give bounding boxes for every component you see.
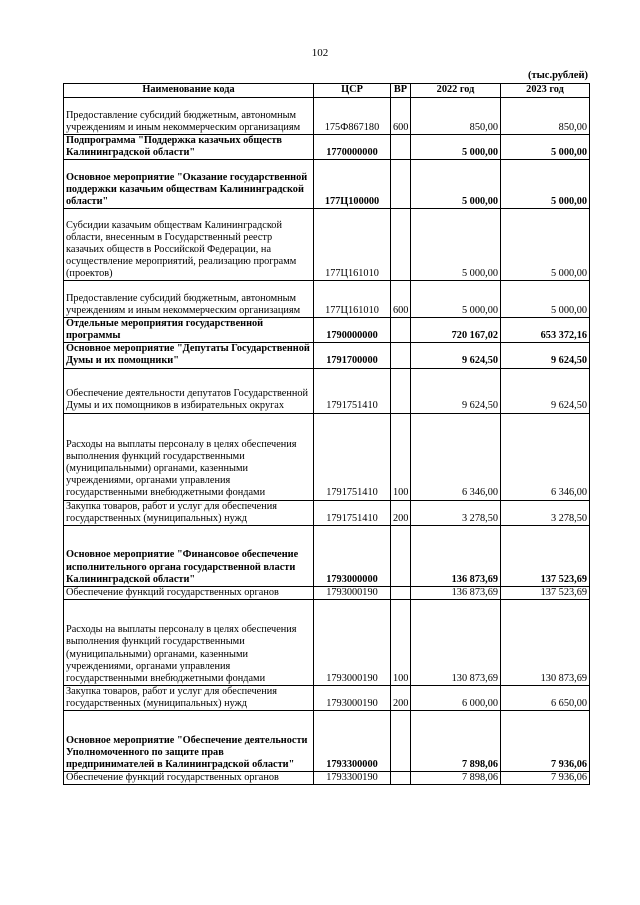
row-2022: 720 167,02 xyxy=(411,318,501,343)
header-2022: 2022 год xyxy=(411,84,501,98)
row-vr xyxy=(391,368,411,413)
table-row xyxy=(64,413,590,500)
row-2023: 5 000,00 xyxy=(501,135,590,160)
budget-table xyxy=(63,83,590,785)
row-2022: 3 278,50 xyxy=(411,500,501,525)
row-2022: 5 000,00 xyxy=(411,160,501,209)
row-2023: 3 278,50 xyxy=(501,500,590,525)
table-row xyxy=(64,318,590,343)
row-csr: 1793300190 xyxy=(314,772,391,785)
row-csr: 1791751410 xyxy=(314,368,391,413)
row-2023: 9 624,50 xyxy=(501,368,590,413)
row-name: Предоставление субсидий бюджетным, автономным учреждениям и иным некоммерческим организациям xyxy=(64,281,314,318)
row-csr: 1791751410 xyxy=(314,500,391,525)
row-vr xyxy=(391,525,411,586)
header-2023: 2023 год xyxy=(501,84,590,98)
row-name: Подпрограмма "Поддержка казачьих обществ Калининградской области" xyxy=(64,135,314,160)
row-vr xyxy=(391,209,411,281)
row-2022: 9 624,50 xyxy=(411,368,501,413)
row-name: Обеспечение функций государственных органов xyxy=(64,772,314,785)
row-name: Обеспечение деятельности депутатов Государственной Думы и их помощников в избирательных округах xyxy=(64,368,314,413)
row-name: Отдельные мероприятия государственной программы xyxy=(64,318,314,343)
page-number: 102 xyxy=(311,47,329,59)
table-row xyxy=(64,281,590,318)
row-name: Основное мероприятие "Депутаты Государственной Думы и их помощники" xyxy=(64,343,314,368)
row-2023: 653 372,16 xyxy=(501,318,590,343)
row-vr: 100 xyxy=(391,599,411,685)
row-csr: 1791751410 xyxy=(314,413,391,500)
row-vr xyxy=(391,135,411,160)
row-2022: 6 000,00 xyxy=(411,685,501,710)
row-name: Закупка товаров, работ и услуг для обеспечения государственных (муниципальных) нужд xyxy=(64,500,314,525)
row-vr: 600 xyxy=(391,281,411,318)
table-row xyxy=(64,135,590,160)
row-csr: 175Ф867180 xyxy=(314,98,391,135)
row-csr: 1793000190 xyxy=(314,599,391,685)
header-name: Наименование кода xyxy=(64,84,314,98)
row-2023: 9 624,50 xyxy=(501,343,590,368)
row-2022: 9 624,50 xyxy=(411,343,501,368)
header-vr: ВР xyxy=(391,84,411,98)
row-csr: 1793000000 xyxy=(314,525,391,586)
row-2022: 5 000,00 xyxy=(411,281,501,318)
row-2023: 137 523,69 xyxy=(501,586,590,599)
row-vr: 100 xyxy=(391,413,411,500)
row-2022: 136 873,69 xyxy=(411,525,501,586)
table-row xyxy=(64,586,590,599)
row-2022: 5 000,00 xyxy=(411,135,501,160)
row-name: Расходы на выплаты персоналу в целях обеспечения выполнения функций государственными (муниципальными) органами, казенными учреждениями, органами управления государственными внебюджетными фондами xyxy=(64,413,314,500)
row-2023: 7 936,06 xyxy=(501,772,590,785)
row-csr: 1791700000 xyxy=(314,343,391,368)
row-2022: 850,00 xyxy=(411,98,501,135)
row-2022: 6 346,00 xyxy=(411,413,501,500)
row-2022: 7 898,06 xyxy=(411,711,501,772)
row-2023: 5 000,00 xyxy=(501,160,590,209)
row-vr xyxy=(391,318,411,343)
row-2022: 136 873,69 xyxy=(411,586,501,599)
row-2023: 130 873,69 xyxy=(501,599,590,685)
row-name: Субсидии казачьим обществам Калининградской области, внесенным в Государственный реестр казачьих обществ в Российской Федерации, на осуществление мероприятий, реализацию программ (проектов) xyxy=(64,209,314,281)
row-vr: 200 xyxy=(391,500,411,525)
row-vr xyxy=(391,711,411,772)
row-2022: 5 000,00 xyxy=(411,209,501,281)
row-vr xyxy=(391,160,411,209)
row-vr: 200 xyxy=(391,685,411,710)
row-name: Предоставление субсидий бюджетным, автономным учреждениям и иным некоммерческим организациям xyxy=(64,98,314,135)
table-row xyxy=(64,711,590,772)
row-2022: 130 873,69 xyxy=(411,599,501,685)
units-label: (тыс.рублей) xyxy=(527,70,588,81)
table-row xyxy=(64,500,590,525)
row-vr xyxy=(391,772,411,785)
table-row xyxy=(64,685,590,710)
table-row xyxy=(64,209,590,281)
table-row xyxy=(64,160,590,209)
row-csr: 1790000000 xyxy=(314,318,391,343)
row-vr xyxy=(391,343,411,368)
header-csr: ЦСР xyxy=(314,84,391,98)
row-2023: 5 000,00 xyxy=(501,281,590,318)
row-name: Основное мероприятие "Обеспечение деятельности Уполномоченного по защите прав предпринимателей в Калининградской области" xyxy=(64,711,314,772)
table-row xyxy=(64,599,590,685)
row-csr: 1793000190 xyxy=(314,586,391,599)
row-csr: 1793300000 xyxy=(314,711,391,772)
row-vr xyxy=(391,586,411,599)
row-csr: 177Ц100000 xyxy=(314,160,391,209)
row-name: Основное мероприятие "Финансовое обеспечение исполнительного органа государственной власти Калининградской области" xyxy=(64,525,314,586)
table-row xyxy=(64,772,590,785)
row-csr: 1770000000 xyxy=(314,135,391,160)
row-csr: 1793000190 xyxy=(314,685,391,710)
table-row xyxy=(64,98,590,135)
row-name: Основное мероприятие "Оказание государственной поддержки казачьим обществам Калининградской области" xyxy=(64,160,314,209)
table-row xyxy=(64,368,590,413)
row-csr: 177Ц161010 xyxy=(314,209,391,281)
row-2023: 850,00 xyxy=(501,98,590,135)
row-name: Расходы на выплаты персоналу в целях обеспечения выполнения функций государственными (муниципальными) органами, казенными учреждениями, органами управления государственными внебюджетными фондами xyxy=(64,599,314,685)
row-name: Обеспечение функций государственных органов xyxy=(64,586,314,599)
table-header-row xyxy=(64,84,590,98)
row-2023: 5 000,00 xyxy=(501,209,590,281)
row-name: Закупка товаров, работ и услуг для обеспечения государственных (муниципальных) нужд xyxy=(64,685,314,710)
row-2023: 7 936,06 xyxy=(501,711,590,772)
row-2023: 137 523,69 xyxy=(501,525,590,586)
row-2023: 6 346,00 xyxy=(501,413,590,500)
table-row xyxy=(64,525,590,586)
row-2023: 6 650,00 xyxy=(501,685,590,710)
row-csr: 177Ц161010 xyxy=(314,281,391,318)
row-vr: 600 xyxy=(391,98,411,135)
row-2022: 7 898,06 xyxy=(411,772,501,785)
table-row xyxy=(64,343,590,368)
